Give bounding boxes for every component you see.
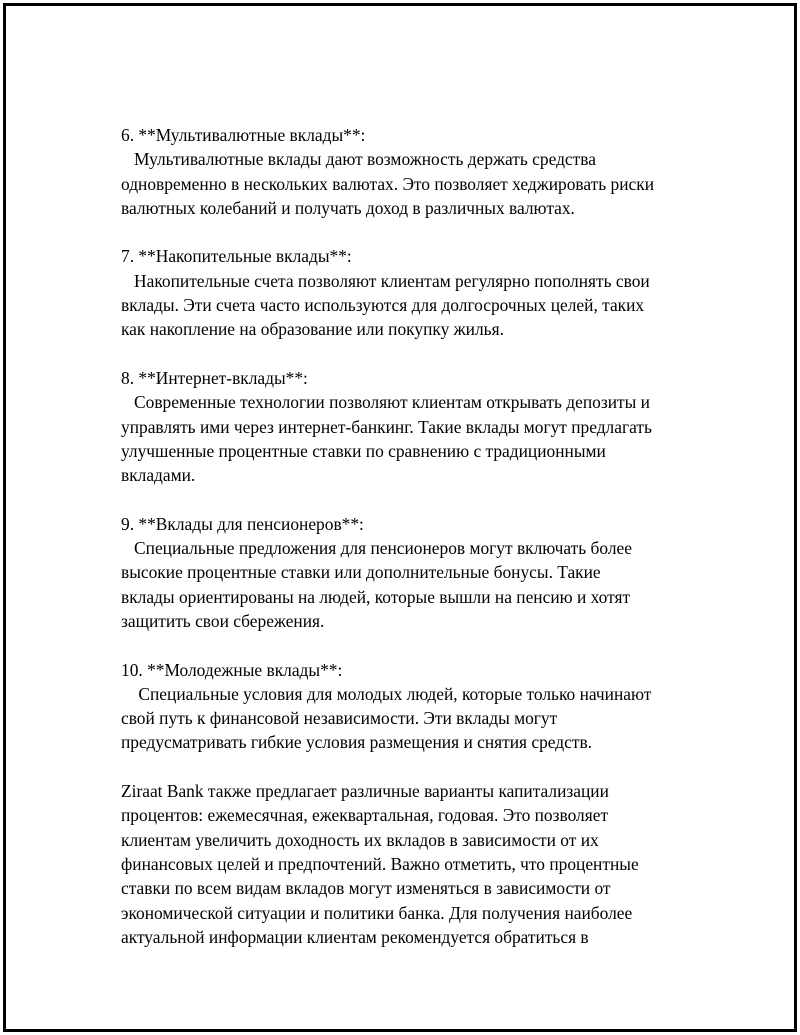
document-body [121, 123, 721, 973]
section-heading: 6. **Мультивалютные вклады**: [121, 125, 366, 145]
text-line: финансовых целей и предпочтений. Важно отметить, что процентные [121, 853, 639, 874]
section-multicurrency-deposits [121, 123, 721, 220]
section-internet-deposits [121, 366, 721, 487]
text-line: вклады ориентированы на людей, которые вышли на пенсию и хотят [121, 586, 631, 607]
closing-paragraph [121, 779, 721, 949]
text-line: Специальные условия для молодых людей, которые только начинают [121, 683, 652, 704]
text-line: управлять ими через интернет-банкинг. Такие вклады могут предлагать [121, 416, 652, 437]
section-savings-deposits [121, 244, 721, 341]
text-line: процентов: ежемесячная, ежеквартальная, годовая. Это позволяет [121, 805, 609, 826]
section-heading: 9. **Вклады для пенсионеров**: [121, 513, 364, 534]
text-line: как накопление на образование или покупку жилья. [121, 319, 504, 340]
text-line: Ziraat Bank также предлагает различные варианты капитализации [121, 781, 609, 802]
text-line: Современные технологии позволяют клиентам открывать депозиты и [121, 392, 650, 413]
text-line: высокие процентные ставки или дополнительные бонусы. Такие [121, 562, 601, 583]
text-line: улучшенные процентные ставки по сравнению с традиционными [121, 440, 606, 461]
text-line: вклады. Эти счета часто используются для долгосрочных целей, таких [121, 295, 645, 316]
section-heading: 7. **Накопительные вклады**: [121, 246, 352, 267]
text-line: вкладами. [121, 465, 196, 486]
page-frame [3, 3, 797, 1032]
text-line: свой путь к финансовой независимости. Эти вклады могут [121, 708, 558, 729]
text-line: экономической ситуации и политики банка. Для получения наиболее [121, 902, 633, 923]
text-line: Накопительные счета позволяют клиентам регулярно пополнять свои [121, 270, 650, 291]
text-line: одновременно в нескольких валютах. Это позволяет хеджировать риски [121, 173, 655, 194]
text-line: защитить свои сбережения. [121, 610, 325, 631]
text-line: ставки по всем видам вкладов могут изменяться в зависимости от [121, 878, 611, 899]
section-youth-deposits [121, 658, 721, 755]
section-heading: 8. **Интернет-вклады**: [121, 367, 308, 388]
text-line: клиентам увеличить доходность их вкладов в зависимости от их [121, 829, 599, 850]
text-line: Мультивалютные вклады дают возможность держать средства [121, 149, 596, 170]
text-line: Специальные предложения для пенсионеров могут включать более [121, 538, 632, 559]
text-line: валютных колебаний и получать доход в различных валютах. [121, 197, 575, 218]
text-line: актуальной информации клиентам рекомендуется обратиться в [121, 926, 589, 947]
section-pensioner-deposits [121, 512, 721, 633]
section-heading: 10. **Молодежные вклады**: [121, 659, 343, 680]
text-line: предусматривать гибкие условия размещения и снятия средств. [121, 732, 593, 753]
